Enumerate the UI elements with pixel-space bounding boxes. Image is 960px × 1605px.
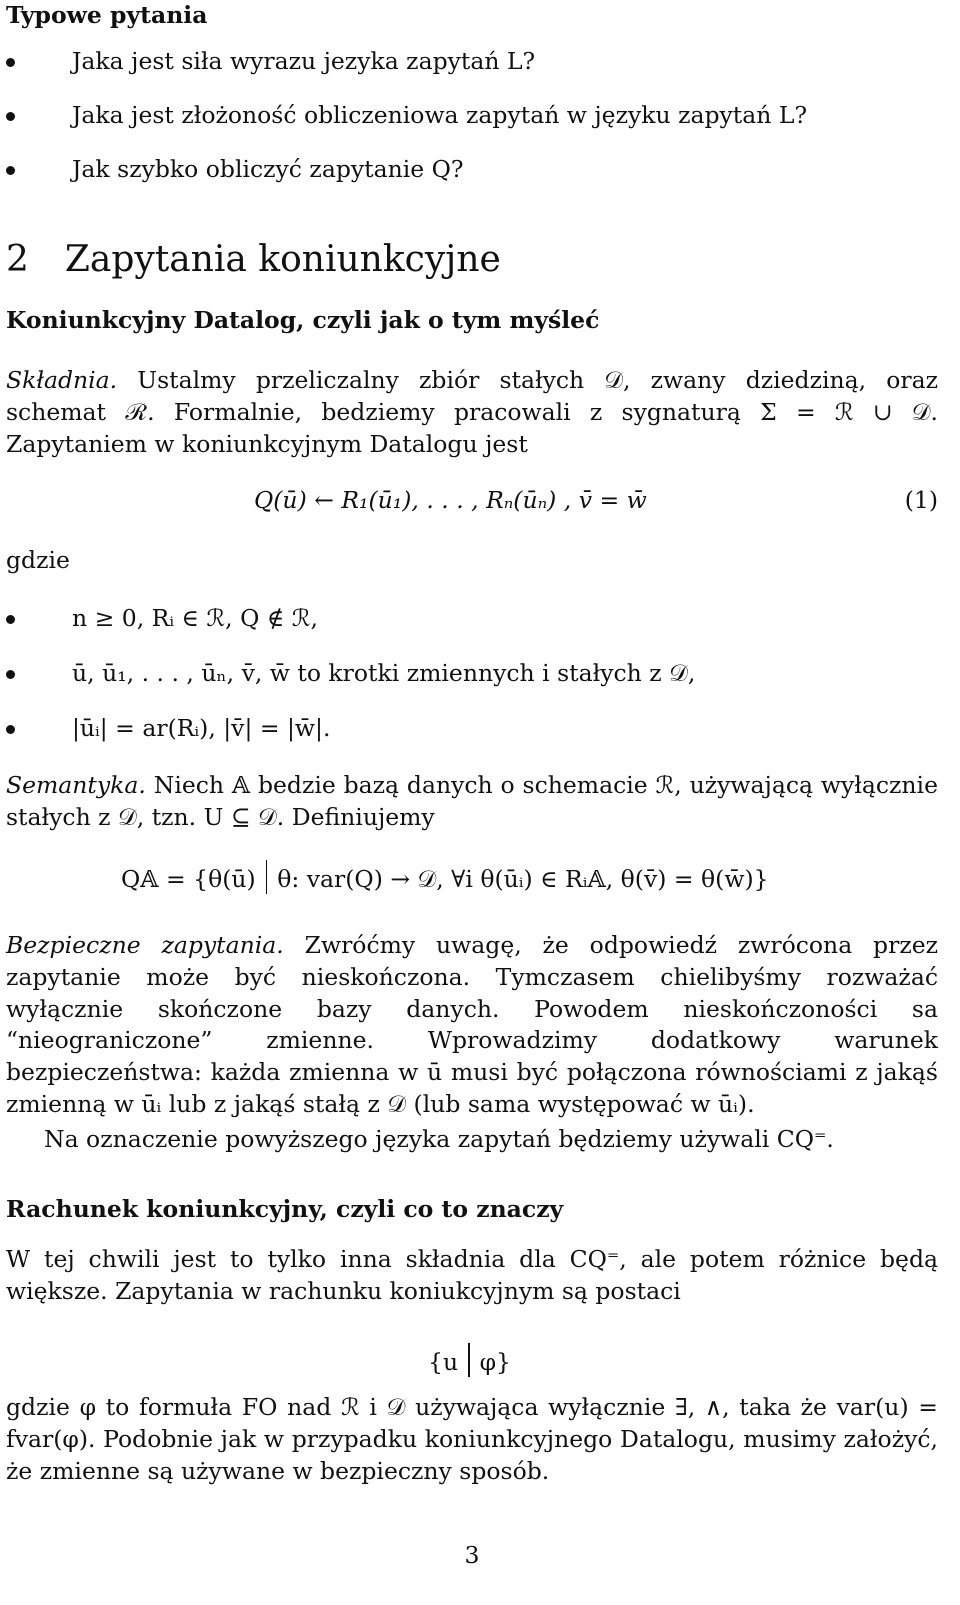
datalog-equation: Q(ū) ← R₁(ū₁), . . . , Rₙ(ūₙ) , v̄ = w̄ xyxy=(254,486,647,514)
safe-queries-paragraph xyxy=(6,930,938,1121)
syntax-paragraph xyxy=(6,365,938,460)
bullet-icon xyxy=(6,166,15,175)
calculus-form: {u φ} xyxy=(428,1343,511,1379)
semantics-text: Niech 𝔸 bedzie bazą danych o schemacie ℛ, używającą wyłącznie stałych z 𝒟, tzn. U ⊆ 𝒟. Definiujemy xyxy=(6,771,938,831)
safe-queries-text: Zwróćmy uwagę, że odpowiedź zwrócona przez zapytanie może być nieskończona. Tymczasem chielibyśmy rozważać wyłącznie skończone bazy danych. Powodem nieskończoności sa “nieograniczone” zmienne. Wprowadzimy dodatkowy warunek bezpieczeństwa: każda zmienna w ū musi być połączona równościami z jakąś zmienną w ūᵢ lub z jakąś stałą z 𝒟 (lub sama występować w ūᵢ). xyxy=(6,931,939,1118)
calculus-heading: Rachunek koniunkcyjny, czyli co to znaczy xyxy=(6,1195,564,1223)
notation-paragraph: Na oznaczenie powyższego języka zapytań będziemy używali CQ⁼. xyxy=(44,1125,834,1153)
bullet-icon xyxy=(6,58,15,67)
bullet-icon xyxy=(6,112,15,121)
calculus-intro-paragraph: W tej chwili jest to tylko inna składnia dla CQ⁼, ale potem różnice będą większe. Zapytania w rachunku koniukcyjnym są postaci xyxy=(6,1245,938,1305)
safe-queries-label: Bezpieczne zapytania. xyxy=(6,931,284,959)
datalog-heading: Koniunkcyjny Datalog, czyli jak o tym myśleć xyxy=(6,306,600,334)
semantics-paragraph xyxy=(6,770,938,834)
bullet-icon xyxy=(6,670,15,679)
calculus-closing-paragraph: gdzie φ to formuła FO nad ℛ i 𝒟 używająca wyłącznie ∃, ∧, taka że var(u) = fvar(φ). Podobnie jak w przypadku koniunkcyjnego Datalogu, musimy założyć, że zmienne są używane w bezpieczny sposób. xyxy=(6,1393,938,1485)
section-title xyxy=(6,240,501,280)
typical-questions-heading: Typowe pytania xyxy=(6,1,208,29)
set-builder-bar xyxy=(266,860,268,894)
section-title-text: Zapytania koniunkcyjne xyxy=(64,239,501,280)
set-builder-bar xyxy=(468,1343,470,1377)
equation-number: (1) xyxy=(904,486,938,514)
semantics-label: Semantyka. xyxy=(6,771,146,799)
section-number: 2 xyxy=(6,239,29,280)
where-label: gdzie xyxy=(6,546,70,574)
page-number: 3 xyxy=(464,1541,480,1569)
semantics-equation: Q𝔸 = {θ(ū) θ: var(Q) → 𝒟, ∀i θ(ūᵢ) ∈ Rᵢ𝔸, θ(v̄) = θ(w̄)} xyxy=(121,860,769,896)
bullet-icon xyxy=(6,615,15,624)
syntax-text: Ustalmy przeliczalny zbiór stałych 𝒟, zwany dziedziną, oraz schemat ℛ. Formalnie, bedziemy pracowali z sygnaturą Σ = ℛ ∪ 𝒟. Zapytaniem w koniunkcyjnym Datalogu jest xyxy=(6,366,938,458)
syntax-label: Składnia. xyxy=(6,366,118,394)
bullet-icon xyxy=(6,725,15,734)
